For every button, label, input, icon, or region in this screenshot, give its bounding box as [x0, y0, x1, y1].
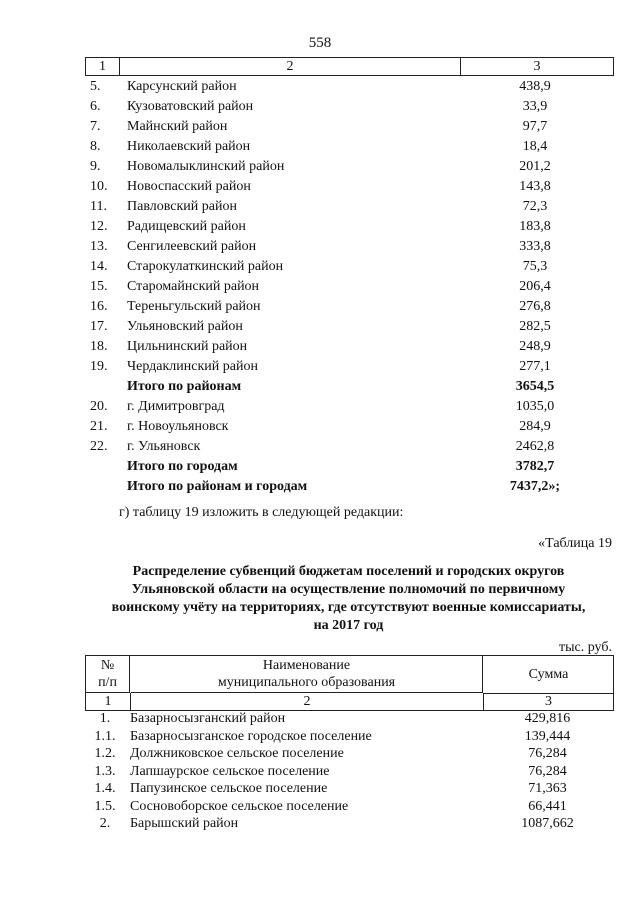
- table2-header: [85, 655, 614, 711]
- table-row: [85, 397, 612, 417]
- table-row: [85, 728, 612, 745]
- row-name: Сосновоборское сельское поселение: [130, 798, 349, 814]
- row-number: 20.: [90, 399, 108, 414]
- row-name: Старомайнский район: [127, 279, 260, 294]
- row-value: 139,444: [524, 728, 571, 744]
- row-name: Николаевский район: [127, 139, 251, 154]
- row-number: 17.: [90, 319, 108, 334]
- table1-header-col2: 2: [120, 58, 461, 75]
- row-name: Старокулаткинский район: [127, 259, 284, 274]
- row-value: 284,9: [519, 419, 551, 434]
- row-name: Чердаклинский район: [127, 359, 258, 374]
- row-value: 7437,2»;: [509, 479, 561, 494]
- table-row: [85, 177, 612, 197]
- table-row: [85, 798, 612, 815]
- row-number: 16.: [90, 299, 108, 314]
- row-name: Радищевский район: [127, 219, 246, 234]
- row-name: Кузоватовский район: [127, 99, 254, 114]
- table-title-line: Распределение субвенций бюджетам поселений и городских округов: [132, 564, 565, 579]
- row-number: 14.: [90, 259, 108, 274]
- row-value: 3782,7: [515, 459, 555, 474]
- table-row: [85, 257, 612, 277]
- row-name: Должниковское сельское поселение: [130, 746, 344, 761]
- row-value: 276,8: [519, 299, 551, 314]
- table-row: [85, 745, 612, 762]
- table1-header-col3: 3: [533, 59, 541, 74]
- row-name: Сенгилеевский район: [127, 239, 257, 254]
- unit-label: тыс. руб.: [559, 640, 612, 655]
- row-name: Ульяновский район: [127, 319, 243, 334]
- row-name: Новоспасский район: [127, 179, 251, 194]
- row-number: 1.1.: [94, 728, 116, 744]
- row-name: Павловский район: [127, 199, 237, 214]
- table-row: [85, 710, 612, 727]
- row-value: 76,284: [528, 763, 567, 779]
- row-value: 18,4: [522, 139, 548, 154]
- row-value: 282,5: [519, 319, 551, 334]
- table1-header: [85, 57, 614, 76]
- row-number: 1.2.: [94, 746, 116, 761]
- row-name: Лапшаурское сельское поселение: [130, 763, 330, 779]
- table-row: [85, 457, 612, 477]
- row-value: 277,1: [519, 359, 551, 374]
- row-value: 1035,0: [515, 399, 555, 414]
- row-value: 143,8: [519, 179, 551, 194]
- table-row: [85, 763, 612, 780]
- row-number: 22.: [90, 439, 108, 454]
- header-text: №: [100, 658, 115, 673]
- row-number: 1.: [99, 711, 111, 726]
- row-name: г. Новоульяновск: [127, 419, 229, 434]
- row-value: 206,4: [519, 279, 551, 294]
- table2-header-number: [86, 656, 130, 693]
- row-number: 19.: [90, 359, 108, 374]
- row-number: 1.3.: [94, 763, 116, 779]
- table2-header-sum: Сумма: [484, 656, 613, 694]
- table-row: [85, 237, 612, 257]
- table-row: [85, 317, 612, 337]
- row-value: 66,441: [528, 798, 567, 814]
- row-number: 12.: [90, 219, 108, 234]
- row-name: Базарносызганский район: [130, 711, 286, 726]
- row-value: 72,3: [522, 199, 548, 214]
- row-value: 201,2: [519, 159, 551, 174]
- row-value: 333,8: [519, 239, 551, 254]
- row-name: Итого по районам и городам: [127, 479, 308, 494]
- row-value: 1087,662: [521, 816, 574, 831]
- table-row: [85, 297, 612, 317]
- table-row: [85, 337, 612, 357]
- row-value: 429,816: [524, 711, 571, 726]
- row-number: 2.: [99, 816, 111, 831]
- row-number: 1.4.: [94, 781, 116, 796]
- instruction-text: г) таблицу 19 изложить в следующей редакции:: [119, 505, 404, 520]
- table-row: [85, 97, 612, 117]
- row-number: 15.: [90, 279, 108, 294]
- page-number: 558: [308, 35, 332, 51]
- table2-header-name: [131, 656, 483, 693]
- row-value: 438,9: [519, 79, 551, 94]
- header-text: Наименование: [262, 658, 351, 673]
- row-number: 5.: [90, 79, 101, 94]
- table-row: [85, 780, 612, 797]
- row-number: 10.: [90, 179, 108, 194]
- row-name: Итого по районам: [127, 379, 242, 394]
- row-value: 183,8: [519, 219, 551, 234]
- table-row: [85, 477, 612, 497]
- table-row: [85, 437, 612, 457]
- table1-header-col1: 1: [86, 58, 120, 75]
- table-row: [85, 157, 612, 177]
- table-title-line: на 2017 год: [313, 618, 384, 633]
- row-name: Майнский район: [127, 119, 228, 134]
- row-name: Тереньгульский район: [127, 299, 261, 314]
- table-title: [85, 563, 612, 635]
- row-value: 33,9: [522, 99, 548, 114]
- row-number: 6.: [90, 99, 101, 114]
- row-value: 2462,8: [515, 439, 555, 454]
- table-row: [85, 417, 612, 437]
- table2-numbering-col1: 1: [86, 693, 131, 710]
- table-row: [85, 117, 612, 137]
- row-number: 21.: [90, 419, 108, 434]
- row-number: 9.: [90, 159, 101, 174]
- row-name: Карсунский район: [127, 79, 237, 94]
- table-row: [85, 217, 612, 237]
- table-row: [85, 277, 612, 297]
- table-title-line: Ульяновской области на осуществление полномочий по первичному: [131, 582, 566, 597]
- row-number: 1.5.: [94, 798, 116, 814]
- row-name: Новомалыклинский район: [127, 159, 285, 174]
- table-label: «Таблица 19: [538, 536, 612, 551]
- row-number: 7.: [90, 119, 101, 134]
- table-row: [85, 197, 612, 217]
- row-number: 18.: [90, 339, 108, 354]
- row-value: 248,9: [519, 339, 551, 354]
- table-row: [85, 357, 612, 377]
- table2-numbering-col2: 2: [131, 693, 484, 710]
- row-name: Папузинское сельское поселение: [130, 781, 328, 796]
- row-name: г. Димитровград: [127, 399, 225, 414]
- table-row: [85, 815, 612, 832]
- row-value: 76,284: [528, 746, 567, 761]
- header-text: муниципального образования: [217, 675, 396, 690]
- row-name: Базарносызганское городское поселение: [130, 728, 372, 744]
- row-number: 8.: [90, 139, 101, 154]
- row-value: 75,3: [522, 259, 548, 274]
- table2-numbering-col3: 3: [545, 694, 552, 709]
- table-title-line: воинскому учёту на территориях, где отсутствуют военные комиссариаты,: [111, 600, 586, 615]
- table-row: [85, 137, 612, 157]
- row-name: Цильнинский район: [127, 339, 248, 354]
- row-value: 71,363: [528, 781, 567, 796]
- row-name: Барышский район: [130, 816, 239, 831]
- row-number: 13.: [90, 239, 108, 254]
- row-value: 97,7: [522, 119, 548, 134]
- row-number: 11.: [90, 199, 107, 214]
- table-row: [85, 77, 612, 97]
- row-name: Итого по городам: [127, 459, 238, 474]
- header-text: п/п: [98, 675, 117, 690]
- row-name: г. Ульяновск: [127, 439, 201, 454]
- row-value: 3654,5: [515, 379, 555, 394]
- table-row: [85, 377, 612, 397]
